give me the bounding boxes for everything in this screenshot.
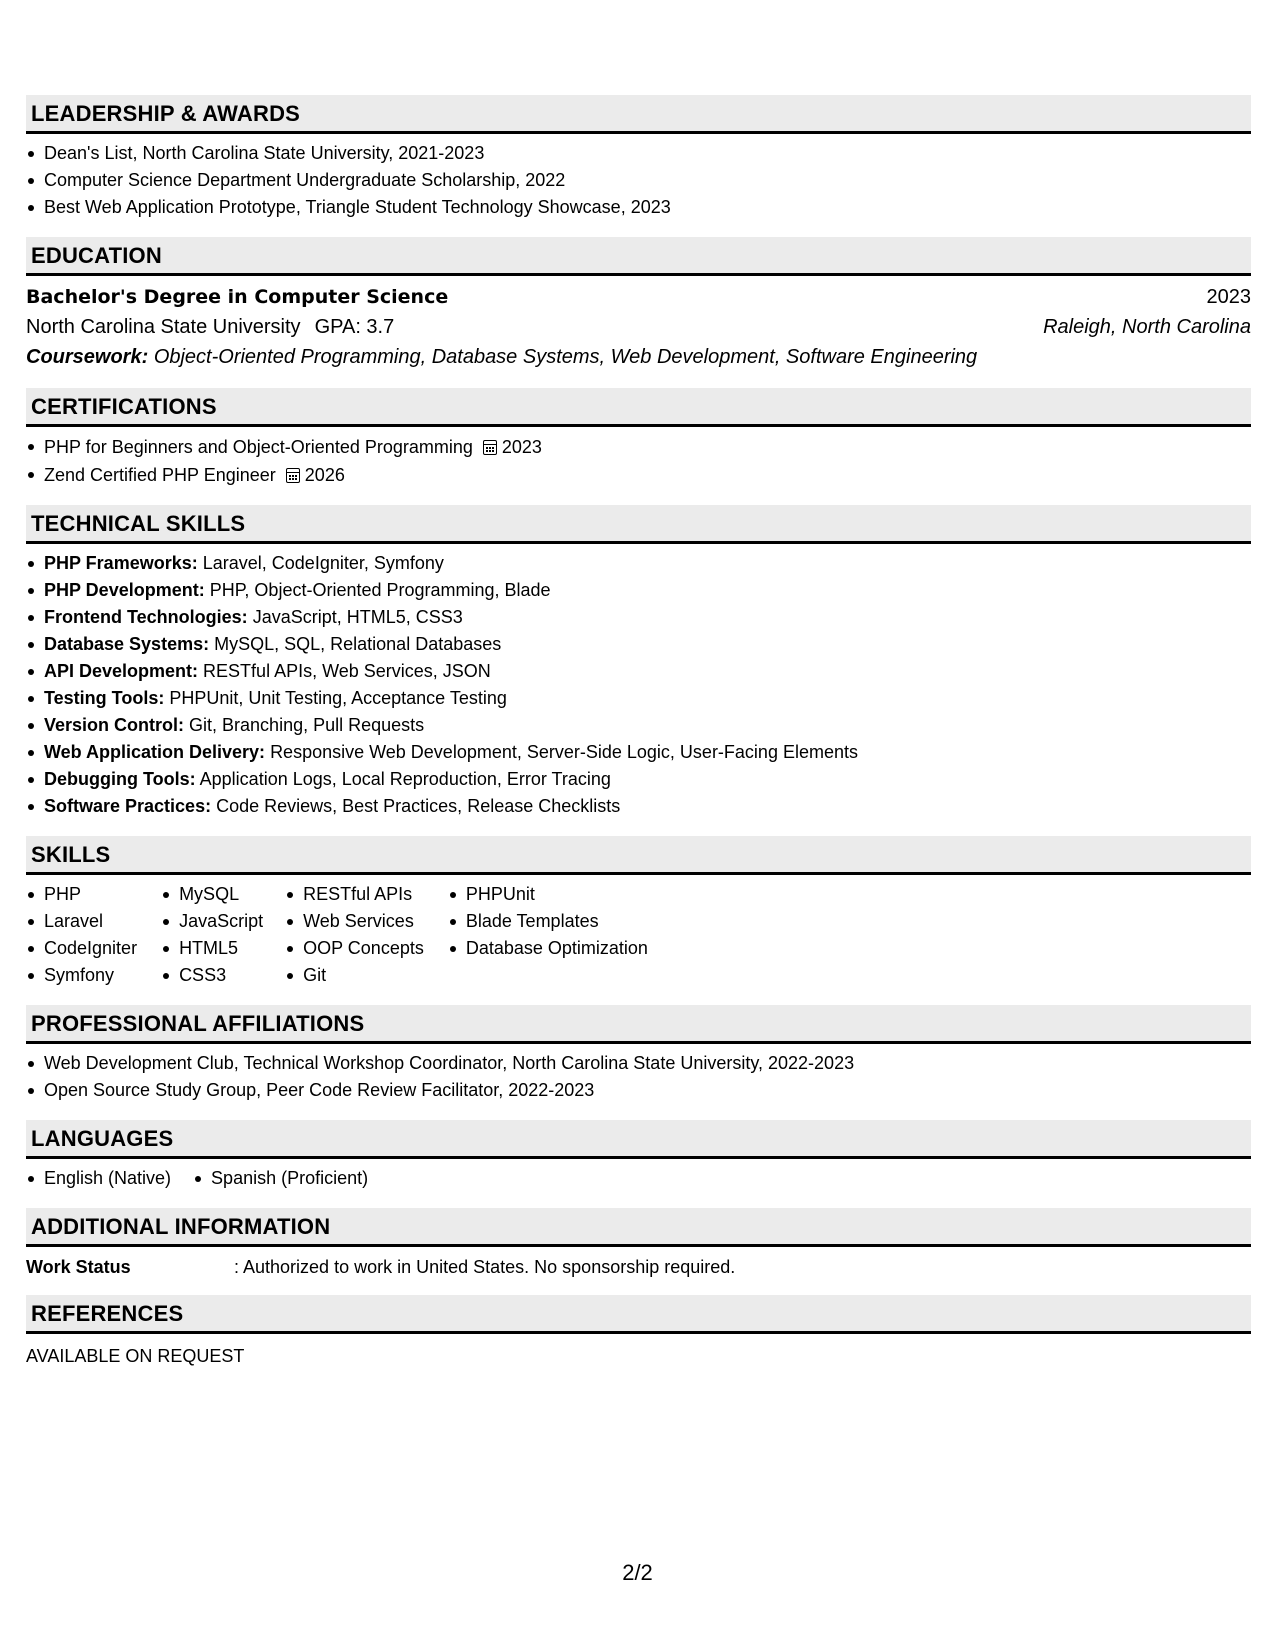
skill-category: Database Systems: xyxy=(44,634,210,654)
list-item xyxy=(26,766,1251,793)
skill-category: API Development: xyxy=(44,661,199,681)
skills-column xyxy=(285,881,424,989)
degree-title: Bachelor's Degree in Computer Science xyxy=(26,286,449,308)
section-certifications xyxy=(26,388,1251,489)
skill-category: Testing Tools: xyxy=(44,688,165,708)
skill-values: MySQL, SQL, Relational Databases xyxy=(214,634,502,654)
page-number: 2/2 xyxy=(622,1560,653,1585)
skill-values: RESTful APIs, Web Services, JSON xyxy=(203,661,491,681)
skill-category: Frontend Technologies: xyxy=(44,607,248,627)
list-item: CSS3 xyxy=(161,962,263,989)
skill-values: JavaScript, HTML5, CSS3 xyxy=(252,607,463,627)
section-education xyxy=(26,237,1251,372)
school-location: Raleigh, North Carolina xyxy=(1043,316,1251,338)
list-item xyxy=(26,461,1251,489)
list-item xyxy=(26,631,1251,658)
technical-skills-list xyxy=(26,550,1251,820)
certification-name: PHP for Beginners and Object-Oriented Programming xyxy=(44,437,473,457)
skill-values: Code Reviews, Best Practices, Release Checklists xyxy=(216,796,621,816)
list-item: PHP xyxy=(26,881,137,908)
list-item xyxy=(26,793,1251,820)
list-item xyxy=(26,685,1251,712)
list-item: English (Native) xyxy=(26,1165,171,1192)
work-status-value: : Authorized to work in United States. No sponsorship required. xyxy=(234,1257,736,1277)
section-skills xyxy=(26,836,1251,989)
coursework-list: Object-Oriented Programming, Database Systems, Web Development, Software Engineering xyxy=(153,346,978,368)
skills-column xyxy=(26,881,137,989)
list-item: Web Development Club, Technical Workshop Coordinator, North Carolina State University, 2022-2023 xyxy=(26,1050,1251,1077)
section-languages xyxy=(26,1120,1251,1192)
skills-column xyxy=(161,881,263,989)
section-heading: CERTIFICATIONS xyxy=(26,388,1251,427)
gpa: GPA: 3.7 xyxy=(314,316,395,338)
list-item xyxy=(26,577,1251,604)
list-item: Open Source Study Group, Peer Code Review Facilitator, 2022-2023 xyxy=(26,1077,1251,1104)
section-leadership xyxy=(26,95,1251,221)
skill-category: PHP Frameworks: xyxy=(44,553,198,573)
skill-category: Web Application Delivery: xyxy=(44,742,266,762)
graduation-year: 2023 xyxy=(1206,286,1251,308)
list-item: MySQL xyxy=(161,881,263,908)
section-additional-info xyxy=(26,1208,1251,1279)
skills-column xyxy=(448,881,648,989)
list-item: Laravel xyxy=(26,908,137,935)
skill-category: PHP Development: xyxy=(44,580,205,600)
skill-category: Software Practices: xyxy=(44,796,212,816)
skill-category: Version Control: xyxy=(44,715,185,735)
certification-year: 2026 xyxy=(304,465,345,485)
list-item: Symfony xyxy=(26,962,137,989)
list-item: Git xyxy=(285,962,424,989)
list-item: RESTful APIs xyxy=(285,881,424,908)
list-item xyxy=(26,658,1251,685)
list-item: Dean's List, North Carolina State University, 2021-2023 xyxy=(26,140,1251,167)
skill-values: Responsive Web Development, Server-Side Logic, User-Facing Elements xyxy=(270,742,858,762)
skill-values: Application Logs, Local Reproduction, Error Tracing xyxy=(199,769,611,789)
skill-values: Laravel, CodeIgniter, Symfony xyxy=(202,553,444,573)
list-item xyxy=(26,433,1251,461)
section-heading: REFERENCES xyxy=(26,1295,1251,1334)
list-item: OOP Concepts xyxy=(285,935,424,962)
list-item: Best Web Application Prototype, Triangle Student Technology Showcase, 2023 xyxy=(26,194,1251,221)
list-item: Web Services xyxy=(285,908,424,935)
school-name: North Carolina State University xyxy=(26,316,301,338)
list-item xyxy=(26,712,1251,739)
coursework xyxy=(26,342,1251,372)
list-item xyxy=(26,604,1251,631)
work-status-label: Work Status xyxy=(26,1257,131,1277)
list-item: CodeIgniter xyxy=(26,935,137,962)
list-item xyxy=(26,739,1251,766)
list-item: Blade Templates xyxy=(448,908,648,935)
section-affiliations xyxy=(26,1005,1251,1104)
skill-values: Git, Branching, Pull Requests xyxy=(189,715,425,735)
coursework-label: Coursework: xyxy=(26,346,149,368)
leadership-list xyxy=(26,140,1251,221)
calendar-icon xyxy=(286,468,300,483)
list-item: Spanish (Proficient) xyxy=(193,1165,368,1192)
list-item: HTML5 xyxy=(161,935,263,962)
skill-category: Debugging Tools: xyxy=(44,769,196,789)
certification-name: Zend Certified PHP Engineer xyxy=(44,465,276,485)
section-heading: LEADERSHIP & AWARDS xyxy=(26,95,1251,134)
list-item xyxy=(26,550,1251,577)
certification-list xyxy=(26,433,1251,489)
section-heading: EDUCATION xyxy=(26,237,1251,276)
calendar-icon xyxy=(483,440,497,455)
skill-values: PHPUnit, Unit Testing, Acceptance Testing xyxy=(169,688,507,708)
resume-page xyxy=(26,95,1251,1384)
section-heading: SKILLS xyxy=(26,836,1251,875)
list-item: JavaScript xyxy=(161,908,263,935)
section-heading: LANGUAGES xyxy=(26,1120,1251,1159)
list-item: Database Optimization xyxy=(448,935,648,962)
languages-list xyxy=(26,1165,171,1192)
affiliations-list xyxy=(26,1050,1251,1104)
list-item: PHPUnit xyxy=(448,881,648,908)
section-heading: ADDITIONAL INFORMATION xyxy=(26,1208,1251,1247)
section-heading: PROFESSIONAL AFFILIATIONS xyxy=(26,1005,1251,1044)
section-heading: TECHNICAL SKILLS xyxy=(26,505,1251,544)
references-text: AVAILABLE ON REQUEST xyxy=(26,1346,245,1366)
section-technical-skills xyxy=(26,505,1251,820)
list-item: Computer Science Department Undergraduate Scholarship, 2022 xyxy=(26,167,1251,194)
skill-values: PHP, Object-Oriented Programming, Blade xyxy=(209,580,551,600)
section-references xyxy=(26,1295,1251,1368)
languages-list xyxy=(193,1165,368,1192)
certification-year: 2023 xyxy=(501,437,542,457)
